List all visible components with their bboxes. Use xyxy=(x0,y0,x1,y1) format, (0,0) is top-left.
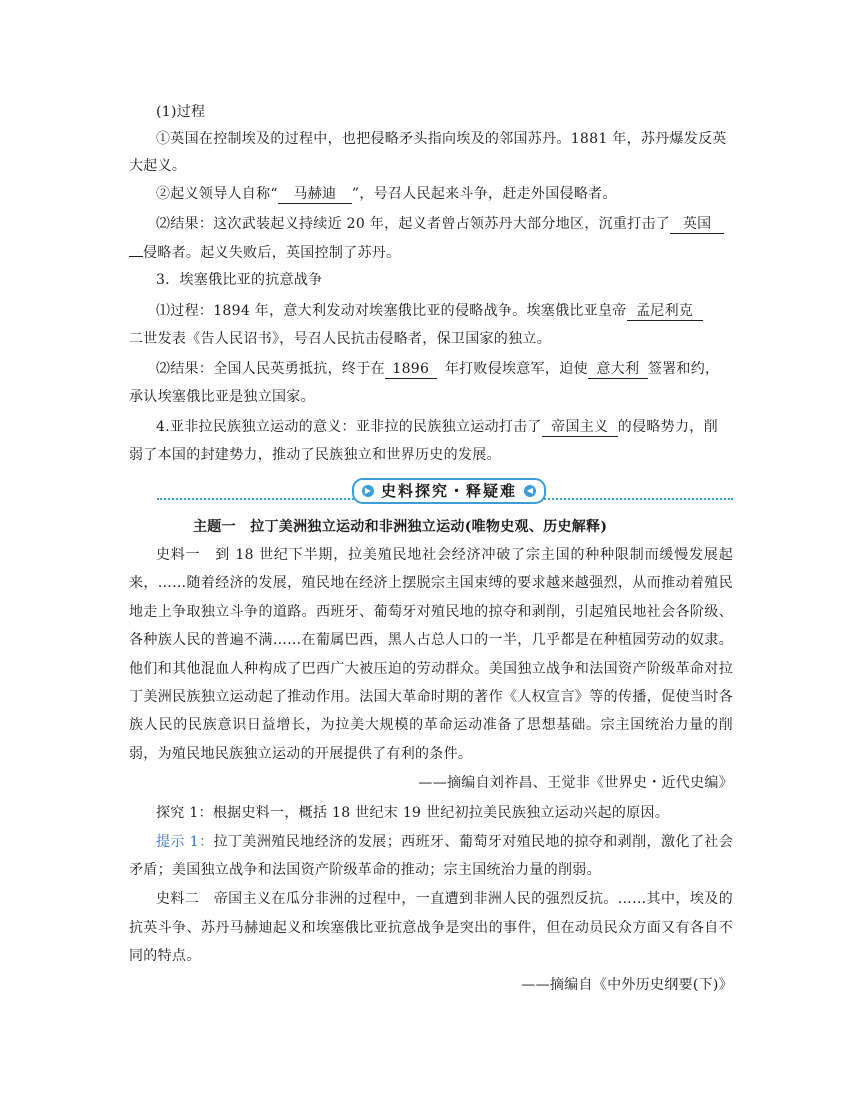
answer-blank: 英国 xyxy=(670,215,724,234)
answer-blank: 1896 xyxy=(385,360,437,379)
answer-blank: 马赫迪 xyxy=(278,185,352,204)
paragraph-line: 弱了本国的封建势力，推动了民族独立和世界历史的发展。 xyxy=(129,447,501,463)
banner-pill xyxy=(352,478,546,504)
paragraph-line xyxy=(156,211,733,238)
hint-text: 拉丁美洲殖民地经济的发展；西班牙、葡萄牙对殖民地的掠夺和剥削，激化了社会矛盾；美国独立战争和法国资产阶级革命的推动；宗主国统治力量的削弱。 xyxy=(129,834,733,878)
answer-blank: 帝国主义 xyxy=(542,418,618,437)
text-span: ②起义领导人自称“ xyxy=(156,186,278,202)
paragraph-line xyxy=(156,181,733,208)
answer-blank: 孟尼利克 xyxy=(627,302,703,321)
play-right-icon: ▶ xyxy=(362,485,374,497)
paragraph-line xyxy=(156,298,733,325)
paragraph-line: ①英国在控制埃及的过程中，也把侵略矛头指向埃及的邻国苏丹。1881 年，苏丹爆发反英 xyxy=(156,131,727,147)
text-span: 的侵略势力，削 xyxy=(617,419,718,435)
subsection-heading: 3．埃塞俄比亚的抗意战争 xyxy=(156,272,323,288)
answer-blank: 意大利 xyxy=(588,360,648,379)
source-citation-1: ——摘编自刘祚昌、王觉非《世界史・近代史编》 xyxy=(418,775,733,791)
hint-1 xyxy=(129,828,733,884)
paragraph-line: 承认埃塞俄比亚是独立国家。 xyxy=(129,389,315,405)
theme-heading: 主题一 拉丁美洲独立运动和非洲独立运动(唯物史观、历史解释) xyxy=(193,519,608,535)
text-span: 4.亚非拉民族独立运动的意义：亚非拉的民族独立运动打击了 xyxy=(156,419,542,435)
answer-blank-tail xyxy=(129,256,143,257)
text-span: 侵略者。起义失败后，英国控制了苏丹。 xyxy=(143,245,401,261)
text-span: ”，号召人民起来斗争，赶走外国侵略者。 xyxy=(351,186,617,202)
source-citation-2: ——摘编自《中外历史纲要(下)》 xyxy=(521,977,733,993)
source-excerpt-1: 史料一 到 18 世纪下半期，拉美殖民地社会经济冲破了宗主国的种种限制而缓慢发展起来，……随着经济的发展，殖民地在经济上摆脱宗主国束缚的要求越来越强烈，从而推动着殖民地走上争取独立斗争的道路。西班牙、葡萄牙对殖民地的掠夺和剥削，引起殖民地社会各阶级、各种族人民的普遍不满……在葡属巴西，黑人占总人口的一半，几乎都是在种植园劳动的奴隶。他们和其他混血人种构成了巴西广大被压迫的劳动群众。美国独立战争和法国资产阶级革命对拉丁美洲民族独立运动起了推动作用。法国大革命时期的著作《人权宣言》等的传播，促使当时各族人民的民族意识日益增长，为拉美大规模的革命运动准备了思想基础。宗主国统治力量的削弱，为殖民地民族独立运动的开展提供了有利的条件。 xyxy=(129,547,733,762)
text-span: 签署和约， xyxy=(647,361,720,377)
text-span: ⑵结果：全国人民英勇抵抗，终于在 xyxy=(156,361,385,377)
play-left-icon: ◀ xyxy=(524,485,536,497)
text-span: ⑴过程：1894 年，意大利发动对埃塞俄比亚的侵略战争。埃塞俄比亚皇帝 xyxy=(156,303,627,319)
paragraph-line xyxy=(156,414,733,441)
paragraph-line xyxy=(156,356,733,383)
hint-label: 提示 1： xyxy=(156,834,214,850)
source-excerpt-2: 史料二 帝国主义在瓜分非洲的过程中，一直遭到非洲人民的强烈反抗。……其中，埃及的抗英斗争、苏丹马赫迪起义和埃塞俄比亚抗意战争是突出的事件，但在动员民众方面又有各自不同的特点。 xyxy=(129,891,733,964)
paragraph-line xyxy=(129,240,733,267)
section-banner xyxy=(157,474,733,504)
paragraph-line: 大起义。 xyxy=(129,158,187,174)
text-span: 年打败侵埃意军，迫使 xyxy=(444,361,588,377)
paragraph-line: 二世发表《告人民诏书》，号召人民抗击侵略者，保卫国家的独立。 xyxy=(129,331,551,347)
process-heading: (1)过程 xyxy=(156,104,206,120)
banner-title: 史料探究・释疑难 xyxy=(380,482,517,500)
question-1: 探究 1：根据史料一，概括 18 世纪末 19 世纪初拉美民族独立运动兴起的原因。 xyxy=(156,805,670,821)
text-span: ⑵结果：这次武装起义持续近 20 年，起义者曾占领苏丹大部分地区，沉重打击了 xyxy=(156,216,671,232)
